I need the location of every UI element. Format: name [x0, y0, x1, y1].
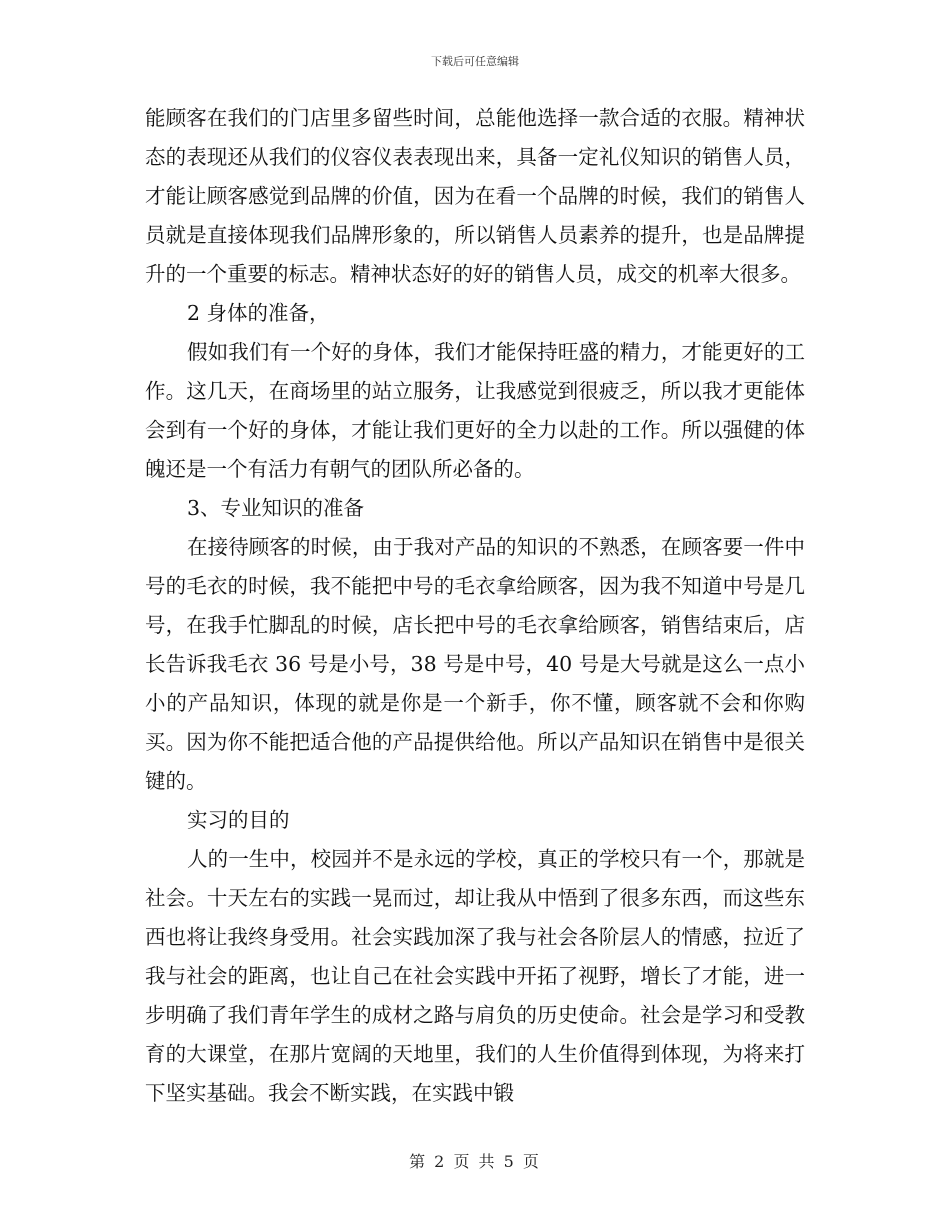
paragraph-knowledge: 在接待顾客的时候，由于我对产品的知识的不熟悉，在顾客要一件中号的毛衣的时候，我不能把中号的毛衣拿给顾客，因为我不知道中号是几号，在我手忙脚乱的时候，店长把中号的毛衣拿给顾客，销售结束后，店长告诉我毛衣 36 号是小号，38 号是中号，40 号是大号就是这么一点小小的产品知识，体现的就是你是一个新手，你不懂，顾客就不会和你购买。因为你不能把适合他的产品提供给他。所以产品知识在销售中是很关键的。 — [145, 535, 805, 793]
paragraph-spirit: 能顾客在我们的门店里多留些时间，总能他选择一款合适的衣服。精神状态的表现还从我们的仪容仪表表现出来，具备一定礼仪知识的销售人员，才能让顾客感觉到品牌的价值，因为在看一个品牌的时候，我们的销售人员就是直接体现我们品牌形象的，所以销售人员素养的提升，也是品牌提升的一个重要的标志。精神状态好的好的销售人员，成交的机率大很多。 — [145, 106, 805, 286]
paragraph-purpose: 人的一生中，校园并不是永远的学校，真正的学校只有一个，那就是社会。十天左右的实践一晃而过，却让我从中悟到了很多东西，而这些东西也将让我终身受用。社会实践加深了我与社会各阶层人的情感，拉近了我与社会的距离，也让自己在社会实践中开拓了视野，增长了才能，进一步明确了我们青年学生的成材之路与肩负的历史使命。社会是学习和受教育的大课堂，在那片宽阔的天地里，我们的人生价值得到体现，为将来打下坚实基础。我会不断实践，在实践中锻 — [145, 847, 805, 1105]
section-heading-body: 2 身体的准备， — [187, 301, 330, 325]
page-number-footer: 第 2 页 共 5 页 — [409, 1152, 541, 1171]
page-header-note: 下载后可任意编辑 — [431, 55, 519, 68]
document-body — [145, 99, 805, 1113]
section-heading-purpose: 实习的目的 — [187, 808, 290, 832]
section-heading-knowledge: 3、专业知识的准备 — [187, 496, 365, 520]
paragraph-body: 假如我们有一个好的身体，我们才能保持旺盛的精力，才能更好的工作。这几天，在商场里的站立服务，让我感觉到很疲乏，所以我才更能体会到有一个好的身体，才能让我们更好的全力以赴的工作。所以强健的体魄还是一个有活力有朝气的团队所必备的。 — [145, 340, 805, 481]
